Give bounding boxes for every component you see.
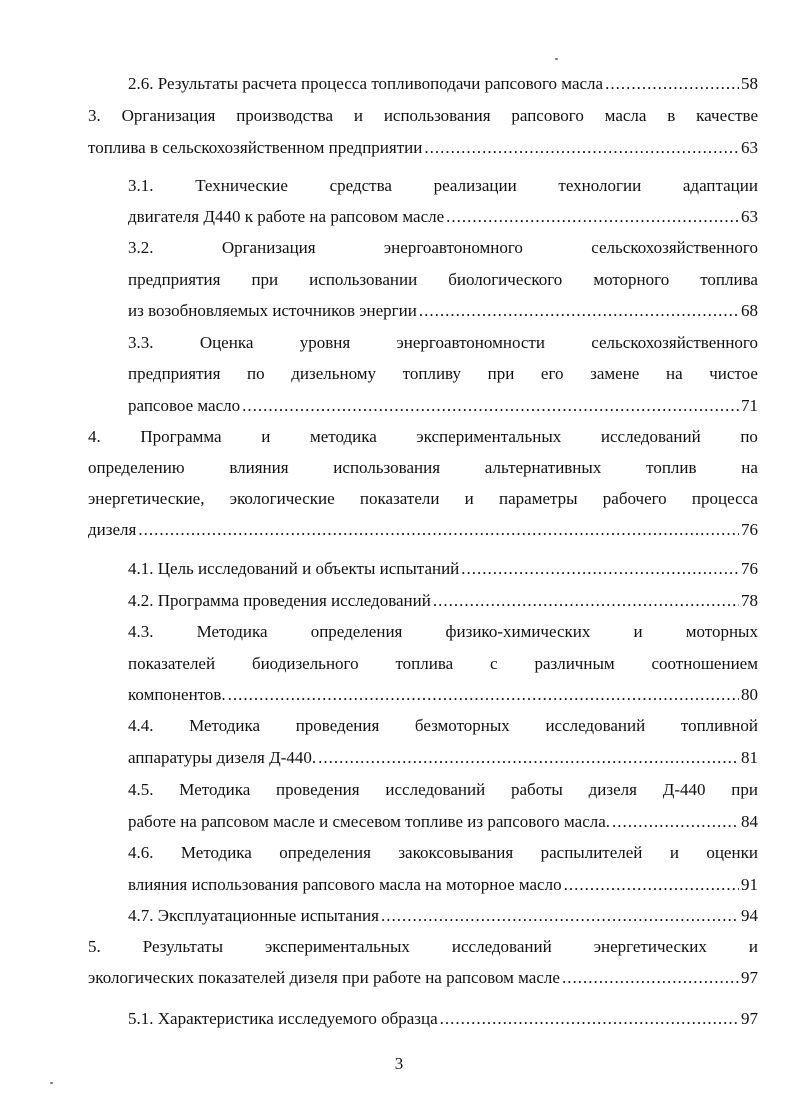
toc-entry <box>128 394 758 418</box>
toc-entry-title <box>128 652 758 676</box>
toc-entry <box>128 778 758 802</box>
toc-word: показатели <box>359 489 440 508</box>
toc-word: моторного <box>593 270 670 289</box>
toc-word: Методика <box>180 843 252 862</box>
toc-entry-title: компонентов. <box>128 685 226 704</box>
toc-word: моторных <box>685 622 758 641</box>
toc-word: и <box>353 106 363 125</box>
toc-leader-dots <box>564 873 739 897</box>
toc-word: с <box>490 654 498 673</box>
toc-leader-dots <box>381 904 739 928</box>
toc-entry-page: 84 <box>741 812 758 831</box>
scan-speck <box>555 58 558 60</box>
toc-entry <box>88 425 758 449</box>
toc-entry-page: 71 <box>741 396 758 415</box>
toc-entry-title <box>128 841 758 865</box>
toc-entry-title: двигателя Д440 к работе на рапсовом масле <box>128 207 445 226</box>
toc-entry-title <box>128 331 758 355</box>
toc-word: исследований <box>385 780 486 799</box>
toc-leader-dots <box>612 810 739 834</box>
toc-entry-page: 58 <box>741 74 758 93</box>
toc-entry-title: 2.6. Результаты расчета процесса топливоподачи рапсового масла <box>128 74 604 93</box>
toc-entry <box>128 810 758 834</box>
toc-word: Программа <box>140 427 222 446</box>
toc-word: 5. <box>88 937 101 956</box>
toc-leader-dots <box>424 136 739 160</box>
toc-word: определению <box>88 458 185 477</box>
toc-word: Технические <box>195 176 288 195</box>
toc-word: адаптации <box>682 176 758 195</box>
toc-word: и <box>669 843 679 862</box>
toc-entry-title: аппаратуры дизеля Д-440. <box>128 748 317 767</box>
toc-entry-page: 76 <box>741 520 758 539</box>
toc-leader-dots <box>419 299 739 323</box>
toc-word: различным <box>534 654 615 673</box>
toc-word: в <box>667 106 676 125</box>
toc-word: сельскохозяйственного <box>591 238 758 257</box>
toc-word: методика <box>309 427 377 446</box>
toc-word: энергетических <box>593 937 707 956</box>
toc-entry-title <box>88 487 758 511</box>
toc-word: рапсового <box>511 106 584 125</box>
toc-word: и <box>464 489 474 508</box>
toc-word: Методика <box>179 780 251 799</box>
toc-word: уровня <box>299 333 351 352</box>
toc-entry <box>128 683 758 707</box>
toc-word: топлива <box>700 270 758 289</box>
toc-entry <box>128 1007 758 1031</box>
toc-leader-dots <box>228 683 739 707</box>
toc-word: дизеля <box>588 780 637 799</box>
toc-word: Результаты <box>142 937 224 956</box>
toc-word: экспериментальных <box>265 937 410 956</box>
toc-word: работы <box>511 780 563 799</box>
toc-word: производства <box>236 106 334 125</box>
toc-entry <box>88 966 758 990</box>
toc-leader-dots <box>461 557 739 581</box>
toc-entry <box>88 456 758 480</box>
toc-word: Организация <box>221 238 316 257</box>
toc-entry <box>128 557 758 581</box>
toc-word: топлива <box>395 654 454 673</box>
toc-word: биодизельного <box>251 654 359 673</box>
toc-leader-dots <box>318 746 739 770</box>
toc-word: Методика <box>196 622 268 641</box>
toc-entry <box>128 652 758 676</box>
toc-word: параметры <box>499 489 578 508</box>
toc-entry-page: 94 <box>741 906 758 925</box>
toc-word: и <box>261 427 271 446</box>
toc-word: 3.2. <box>128 238 154 257</box>
toc-word: энергоавтономного <box>383 238 523 257</box>
toc-word: замене <box>590 364 640 383</box>
toc-word: Методика <box>189 716 261 735</box>
toc-word: энергетические, <box>88 489 205 508</box>
toc-word: экологические <box>229 489 335 508</box>
toc-entry <box>128 589 758 613</box>
toc-word: показателей <box>128 654 216 673</box>
toc-word: оценки <box>706 843 758 862</box>
toc-entry-title: из возобновляемых источников энергии <box>128 301 417 320</box>
toc-word: распылителей <box>540 843 643 862</box>
toc-word: исследований <box>600 427 701 446</box>
toc-word: определения <box>310 622 403 641</box>
toc-entry-title <box>88 456 758 480</box>
toc-word: на <box>665 364 683 383</box>
toc-entry <box>128 362 758 386</box>
toc-word: физико-химических <box>445 622 591 641</box>
toc-entry-page: 80 <box>741 685 758 704</box>
toc-entry-title <box>128 174 758 198</box>
toc-entry <box>88 104 758 128</box>
toc-leader-dots <box>605 72 739 96</box>
toc-entry-page: 78 <box>741 591 758 610</box>
toc-entry-title: 4.7. Эксплуатационные испытания <box>128 906 379 925</box>
toc-entry <box>128 620 758 644</box>
toc-entry-title <box>88 935 758 959</box>
toc-word: 4.5. <box>128 780 154 799</box>
toc-word: качестве <box>696 106 758 125</box>
toc-entry-title <box>128 620 758 644</box>
toc-word: по <box>740 427 758 446</box>
toc-entry-title <box>128 236 758 260</box>
toc-word: 3. <box>88 106 101 125</box>
page-number: 3 <box>394 1054 404 1073</box>
toc-word: сельскохозяйственного <box>591 333 758 352</box>
toc-word: исследований <box>545 716 646 735</box>
toc-word: технологии <box>558 176 642 195</box>
toc-entry-page: 91 <box>741 875 758 894</box>
toc-word: энергоавтономности <box>396 333 545 352</box>
toc-entry-page: 81 <box>741 748 758 767</box>
toc-word: процесса <box>691 489 758 508</box>
toc-word: топлив <box>646 458 697 477</box>
toc-entry-title: 4.2. Программа проведения исследований <box>128 591 431 610</box>
toc-entry-page: 63 <box>741 207 758 226</box>
toc-word: использования <box>333 458 441 477</box>
toc-entry-title: топлива в сельскохозяйственном предприятии <box>88 138 423 157</box>
toc-entry-title: дизеля <box>88 520 137 539</box>
toc-entry <box>128 268 758 292</box>
toc-entry <box>88 487 758 511</box>
toc-word: и <box>748 937 758 956</box>
toc-word: использования <box>383 106 491 125</box>
toc-word: биологического <box>448 270 563 289</box>
toc-word: по <box>247 364 265 383</box>
toc-word: на <box>741 458 758 477</box>
toc-word: исследований <box>451 937 552 956</box>
toc-word: Организация <box>121 106 216 125</box>
toc-entry-title: 4.1. Цель исследований и объекты испытаний <box>128 559 460 578</box>
toc-word: проведения <box>276 780 360 799</box>
toc-word: его <box>540 364 564 383</box>
toc-word: при <box>251 270 279 289</box>
toc-word: чистое <box>709 364 758 383</box>
toc-entry <box>88 935 758 959</box>
toc-entry-page: 97 <box>741 1009 758 1028</box>
toc-leader-dots <box>138 518 739 542</box>
toc-word: предприятия <box>128 364 221 383</box>
toc-entry-title: работе на рапсовом масле и смесевом топливе из рапсового масла. <box>128 812 611 831</box>
toc-word: Оценка <box>199 333 254 352</box>
toc-entry <box>128 331 758 355</box>
toc-word: средства <box>329 176 392 195</box>
toc-entry-title: экологических показателей дизеля при работе на рапсовом масле <box>88 968 560 987</box>
toc-word: при <box>487 364 515 383</box>
toc-word: рабочего <box>602 489 667 508</box>
toc-entry <box>128 841 758 865</box>
toc-word: экспериментальных <box>416 427 562 446</box>
toc-word: дизельному <box>291 364 377 383</box>
toc-word: 4. <box>88 427 101 446</box>
toc-word: реализации <box>433 176 517 195</box>
toc-word: безмоторных <box>414 716 510 735</box>
toc-entry <box>88 518 758 542</box>
toc-entry <box>128 904 758 928</box>
toc-entry <box>128 746 758 770</box>
toc-leader-dots <box>446 205 739 229</box>
toc-word: 4.3. <box>128 622 154 641</box>
toc-word: и <box>633 622 643 641</box>
toc-word: 3.1. <box>128 176 154 195</box>
toc-word: определения <box>279 843 371 862</box>
scan-speck <box>50 1082 53 1084</box>
toc-leader-dots <box>433 589 739 613</box>
toc-entry <box>128 299 758 323</box>
toc-entry-title <box>128 778 758 802</box>
toc-entry <box>128 205 758 229</box>
toc-entry <box>128 714 758 738</box>
toc-entry <box>128 174 758 198</box>
toc-entry <box>128 72 758 96</box>
toc-word: использовании <box>309 270 418 289</box>
toc-word: закоксовывания <box>398 843 514 862</box>
toc-leader-dots <box>562 966 739 990</box>
toc-entry-title <box>128 362 758 386</box>
toc-entry-title: влияния использования рапсового масла на моторное масло <box>128 875 562 894</box>
toc-word: 3.3. <box>128 333 154 352</box>
toc-word: при <box>731 780 758 799</box>
toc-entry-page: 63 <box>741 138 758 157</box>
toc-word: проведения <box>295 716 380 735</box>
toc-word: топливу <box>402 364 461 383</box>
toc-entry-title <box>128 268 758 292</box>
toc-entry-title <box>128 714 758 738</box>
toc-entry-title <box>88 425 758 449</box>
toc-entry-title: рапсовое масло <box>128 396 241 415</box>
toc-word: соотношением <box>651 654 758 673</box>
toc-word: влияния <box>229 458 289 477</box>
toc-entry-title: 5.1. Характеристика исследуемого образца <box>128 1009 438 1028</box>
toc-leader-dots <box>440 1007 739 1031</box>
toc-word: топливной <box>680 716 758 735</box>
toc-word: масла <box>604 106 647 125</box>
toc-entry <box>88 136 758 160</box>
toc-word: альтернативных <box>484 458 602 477</box>
toc-word: предприятия <box>128 270 221 289</box>
toc-entry-page: 68 <box>741 301 758 320</box>
toc-entry-page: 97 <box>741 968 758 987</box>
toc-word: 4.6. <box>128 843 154 862</box>
toc-entry-title <box>88 104 758 128</box>
toc-word: Д-440 <box>662 780 706 799</box>
toc-word: 4.4. <box>128 716 154 735</box>
toc-entry <box>128 236 758 260</box>
toc-entry <box>128 873 758 897</box>
toc-entry-page: 76 <box>741 559 758 578</box>
toc-leader-dots <box>242 394 739 418</box>
